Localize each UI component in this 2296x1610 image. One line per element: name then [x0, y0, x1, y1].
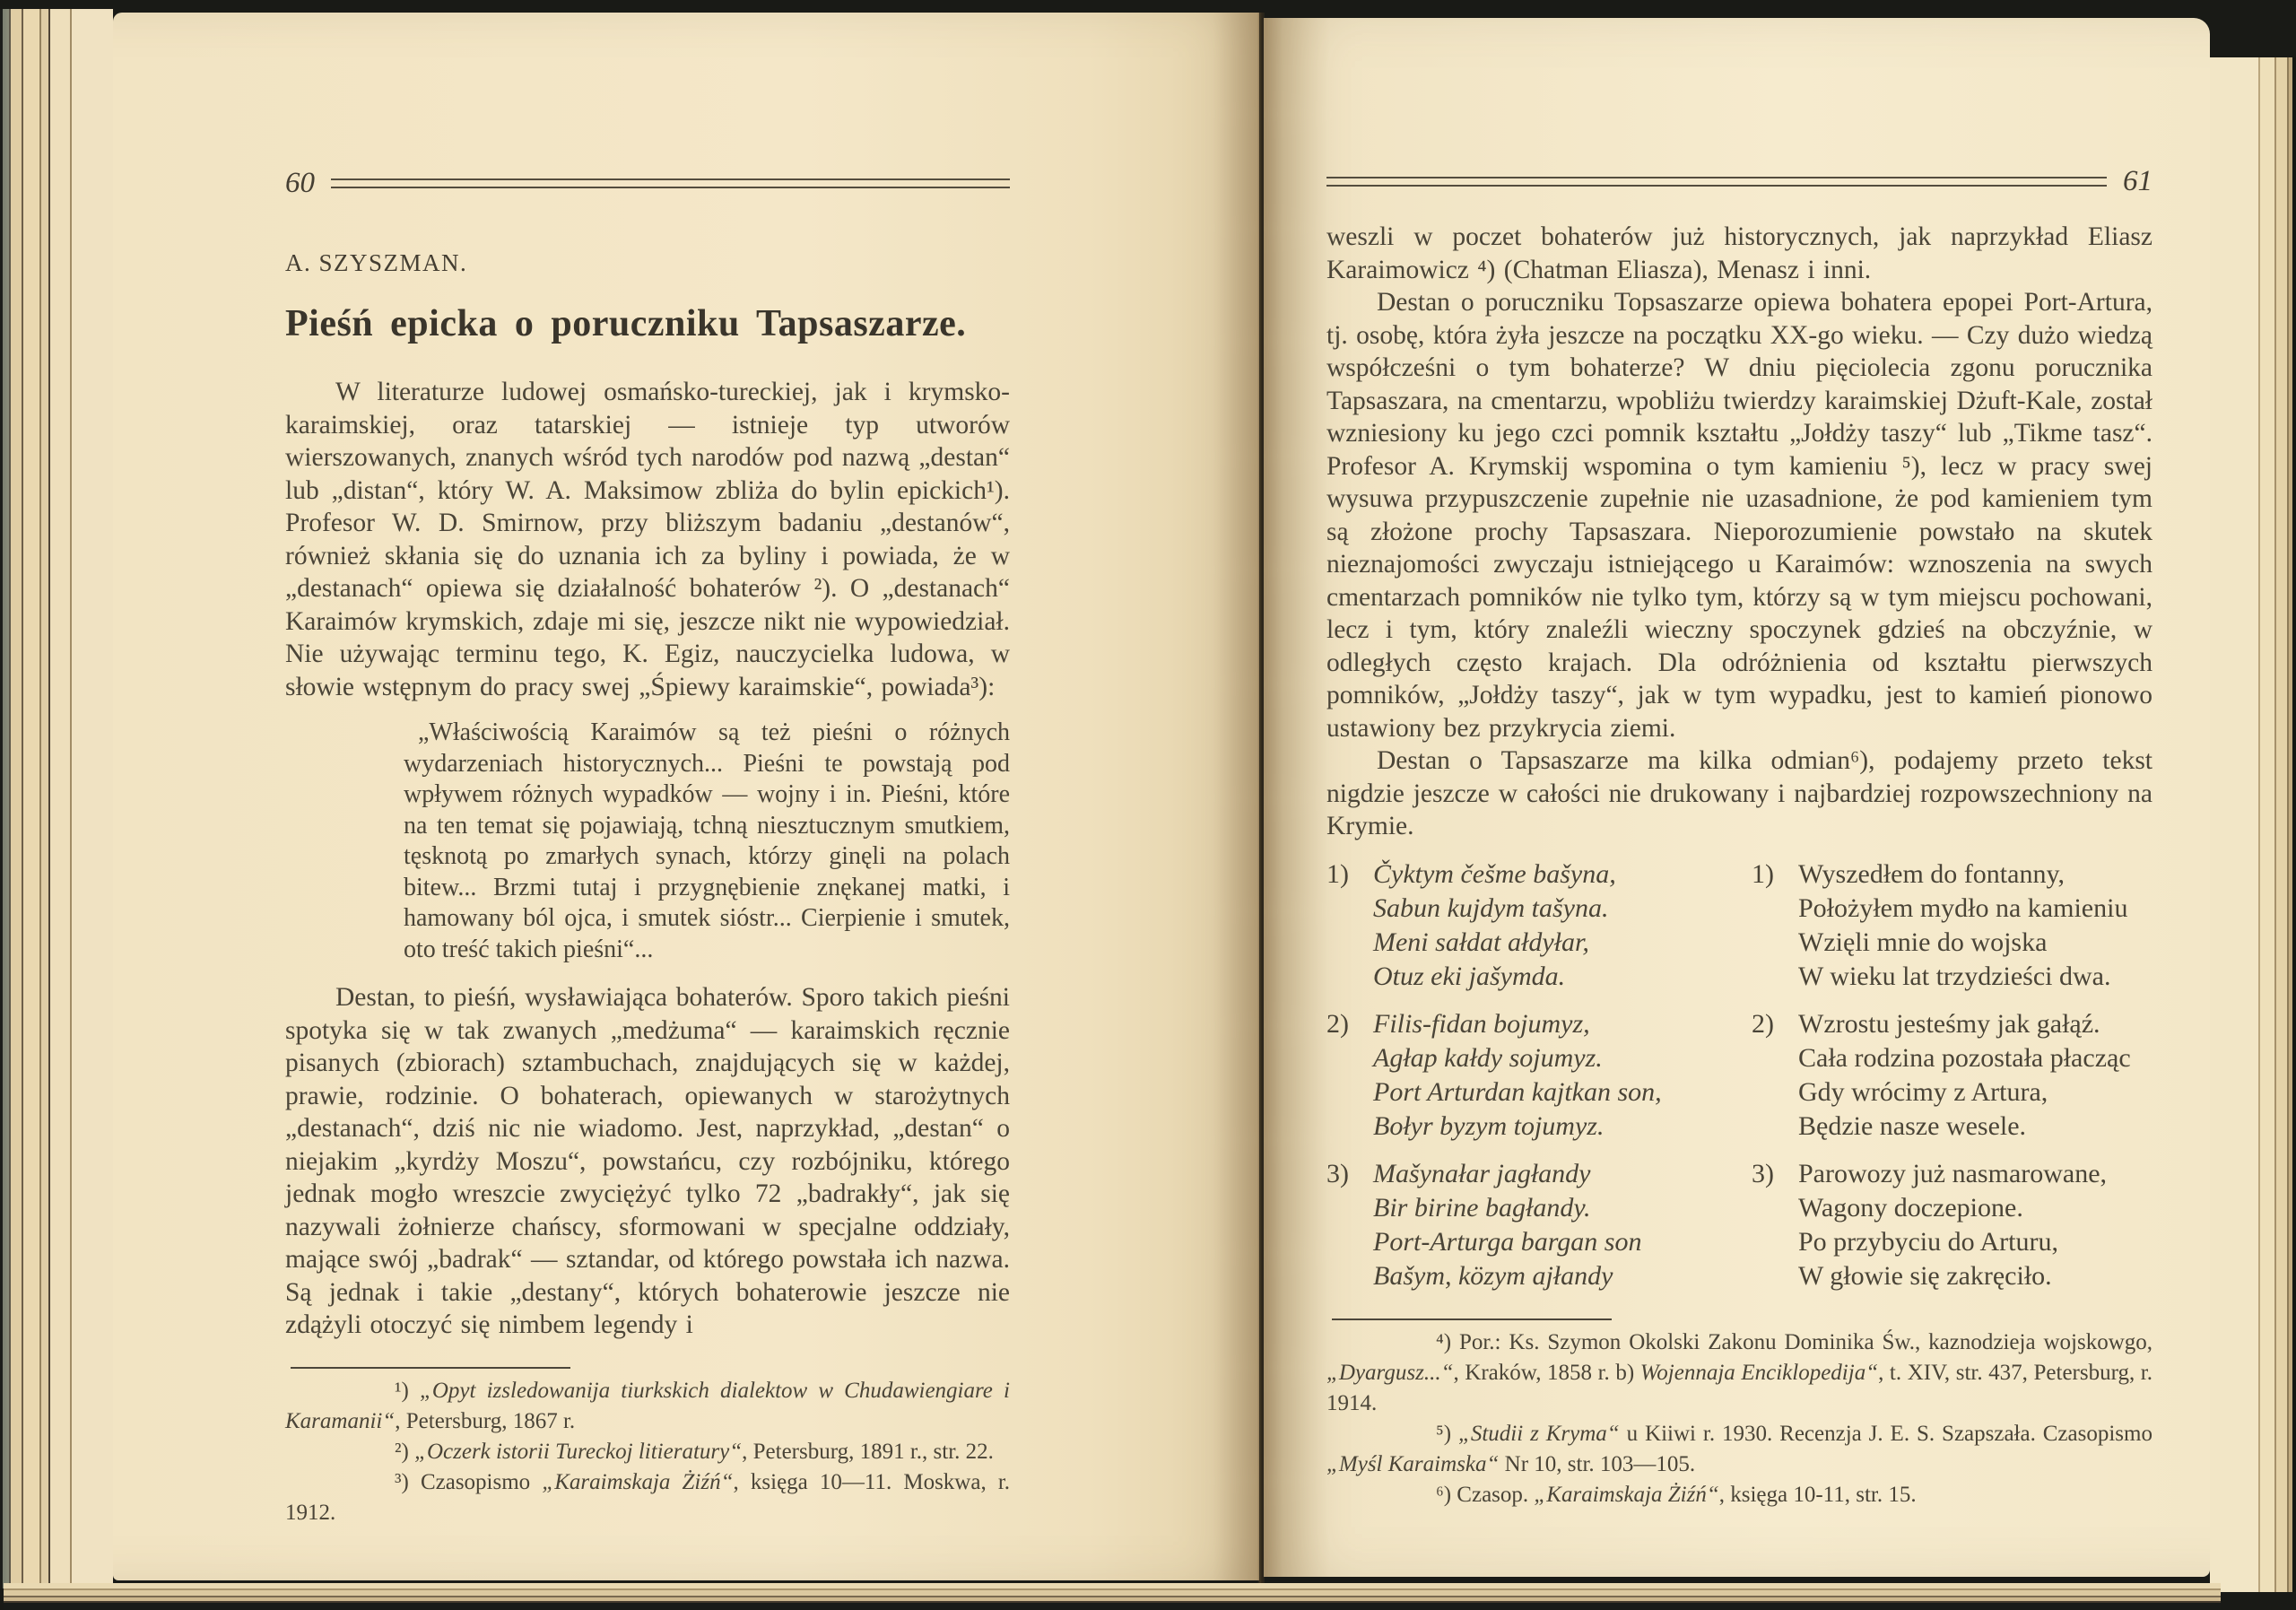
footnote-separator: [291, 1367, 570, 1369]
stanza-translation: [1752, 857, 2152, 994]
stanza-row: [1326, 1157, 2152, 1293]
footnote-cited-title: Wojennaja Enciklopedija“: [1639, 1360, 1879, 1385]
verse-line: Cała rodzina pozostała płacząc: [1798, 1042, 2131, 1073]
verse-line: Po przybyciu do Arturu,: [1798, 1226, 2058, 1257]
footnote-text: Czasop.: [1457, 1482, 1535, 1507]
footnote-text: , Kraków, 1858 r. b): [1453, 1360, 1640, 1385]
footnote: [285, 1376, 1010, 1437]
stanza-original: [1326, 857, 1752, 994]
paragraph: Destan o poruczniku Topsaszarze opiewa bohatera epopei Port-Artura, tj. osobę, która żyła jeszcze na początku XX-go wieku. — Czy dużo wiedzą współcześni o tym bohaterze? W dniu pięciolecia zgonu porucznika Tapsaszara, na cmentarzu, wpobliżu twierdzy karaimskiej Dżuft-Kale, został wzniesiony ku jego czci pomnik kształtu „Jołdży taszy“ lub „Tikme tasz“. Profesor A. Krymskij wspomina o tym kamieniu ⁵), lecz w pracy swej wysuwa przypuszczenie zupełnie nie uzasadnione, że pod kamieniem tym są złożone prochy Tapsaszara. Nieporozumienie powstało na skutek nieznajomości zwyczaju istniejącego u Karaimów: wznoszenia na swych cmentarzach pomników nie tylko tym, którzy są w tym miejscu pochowani, lecz i tym, który znaleźli wieczny spoczynek gdzieś na obczyźnie, w odległych często krajach. Dla odróżnienia od kształtu pierwszych pomników, „Jołdży taszy“, jak w tym wypadku, jest to kamień pionowo ustawiony bez przykrycia ziemi.: [1326, 288, 2152, 743]
stanza-lines: [1798, 857, 2152, 994]
footnote-cited-title: „Studii z Kryma“: [1457, 1421, 1620, 1446]
stanza-number: 3): [1752, 1158, 1774, 1188]
verse-line: Bir birine bagłandy.: [1373, 1192, 1591, 1223]
right-page-header: [1326, 161, 2152, 201]
paragraph: W literaturze ludowej osmańsko-tureckiej, jak i krymsko-karaimskiej, oraz tatarskiej — istnieje typ utworów wierszowanych, znanych wśród tych narodów pod nazwą „destan“ lub „distan“, który W. A. Maksimow zbliża do bylin epickich¹). Profesor W. D. Smirnow, przy bliższym badaniu „destanów“, również skłania się do uznania ich za byliny i powiada, że w „destanach“ opiewa się działalność bohaterów ²). O „destanach“ Karaimów krymskich, zdaje mi się, jeszcze nikt nie wypowiedział. Nie używając terminu tego, K. Egiz, nauczycielka ludowa, w słowie wstępnym do pracy swej „Śpiewy karaimskie“, powiada³):: [285, 378, 1010, 701]
stanza-lines: [1373, 1007, 1752, 1144]
verse-line: Wzrostu jesteśmy jak gałąź.: [1798, 1008, 2100, 1039]
verse-line: Będzie nasze wesele.: [1798, 1110, 2027, 1141]
footnotes: [1326, 1327, 2152, 1510]
left-page-number: 60: [285, 166, 315, 199]
stanza-number: 1): [1326, 858, 1349, 889]
stanza-original: [1326, 1007, 1752, 1144]
footnote-cited-title: „Dyargusz...“: [1326, 1360, 1454, 1385]
stanza-number: 2): [1752, 1008, 1774, 1039]
verse-line: Gdy wrócimy z Artura,: [1798, 1076, 2048, 1107]
author-name: A. SZYSZMAN.: [285, 249, 468, 276]
stanza-row: [1326, 1007, 2152, 1144]
left-page-header: [285, 163, 1010, 203]
footnote-text: , księga 10-11, str. 15.: [1718, 1482, 1917, 1507]
left-page-content: [285, 163, 1010, 1528]
stanza-lines: [1798, 1157, 2152, 1293]
verse-line: Mašynałar jagłandy: [1373, 1158, 1591, 1188]
footnote-marker: ²): [395, 1439, 415, 1464]
stanza-translation: [1752, 1007, 2152, 1144]
footnote: [1326, 1480, 2152, 1510]
footnote-text: Nr 10, str. 103—105.: [1499, 1451, 1696, 1476]
footnote-cited-title: „Karaimskaja Żiźń“: [1534, 1482, 1719, 1507]
left-page: [113, 13, 1259, 1580]
paragraph: Destan o Tapsaszarze ma kilka odmian⁶), podajemy przeto tekst nigdzie jeszcze w całości nie drukowany i najbardziej rozpowszechniony na Krymie.: [1326, 746, 2152, 840]
header-rule: [1326, 177, 2107, 187]
verse-line: Wzięli mnie do wojska: [1798, 927, 2048, 957]
footnote-text: Por.: Ks. Szymon Okolski Zakonu Dominika Św., kaznodzieja wojskowgo,: [1458, 1329, 2152, 1354]
footnote-marker: ³): [395, 1469, 421, 1494]
verse-line: Čyktym češme bašyna,: [1373, 858, 1616, 889]
verse-line: Agłap kałdy sojumyz.: [1373, 1042, 1603, 1073]
article-title: Pieśń epicka o poruczniku Tapsaszarze.: [285, 303, 967, 344]
verse-line: Wyszedłem do fontanny,: [1798, 858, 2065, 889]
stanza-lines: [1798, 1007, 2152, 1144]
footnote: [1326, 1327, 2152, 1419]
verse-line: Wagony doczepione.: [1798, 1192, 2023, 1223]
stanza-original: [1326, 1157, 1752, 1293]
verse-line: Parowozy już nasmarowane,: [1798, 1158, 2108, 1188]
footnote: [1326, 1419, 2152, 1480]
footnotes: [285, 1376, 1010, 1528]
page-stack-bottom-edge: [4, 1583, 2221, 1610]
verse-line: W wieku lat trzydzieści dwa.: [1798, 961, 2111, 991]
verse-line: Otuz eki jašymda.: [1373, 961, 1566, 991]
verse-block: [1326, 857, 2152, 1293]
footnote-separator: [1332, 1318, 1612, 1320]
verse-line: Meni sałdat ałdyłar,: [1373, 927, 1589, 957]
verse-line: Port Arturdan kajtkan son,: [1373, 1076, 1662, 1107]
footnote-text: u Kiiwi r. 1930. Recenzja J. E. S. Szapszała. Czasopismo: [1619, 1421, 2152, 1446]
footnote-text: Czasopismo: [420, 1469, 543, 1494]
right-page: [1264, 18, 2210, 1577]
stanza-lines: [1373, 1157, 1752, 1293]
footnote: [285, 1467, 1010, 1528]
right-page-content: [1326, 161, 2152, 1510]
stanza-translation: [1752, 1157, 2152, 1293]
footnote-cited-title: „Opyt izsledowanija tiurkskich dialektow w Chudawiengiare i Karamanii“: [285, 1378, 1010, 1433]
stanza-number: 2): [1326, 1008, 1349, 1039]
quote-block: „Właściwością Karaimów są też pieśni o różnych wydarzeniach historycznych... Pieśni te powstają pod wpływem różnych wypadków — wojny i in. Pieśni, które na ten temat się pojawiają, tchną niesztucznym smutkiem, tęsknotą po zmarłych synach, którzy ginęli na polach bitew... Brzmi tutaj i przygnębienie znękanej matki, i hamowany ból ojca, i smutek sióstr... Cierpienie i smutek, oto treść takich pieśni“...: [404, 718, 1010, 963]
paragraph: Destan, to pieśń, wysławiająca bohaterów. Sporo takich pieśni spotyka się w tak zwanych „medżuma“ — karaimskich ręcznie pisanych (zbiorach) sztambuchach, znajdujących się w każdej, prawie, rodzinie. O bohaterach, opiewanych w starożytnych „destanach“, dziś nic nie wiadomo. Jest, naprzykład, „destan“ o niejakim „kyrdży Moszu“, powstańcu, czy rozbójniku, którego jednak mogło wreszcie zwyciężyć tylko 72 „badrakły“, jak się nazywali żołnierze chańscy, sformowani w specjalne oddziały, mające swój „badrak“ — sztandar, od którego powstała ich nazwa. Są jednak i takie „destany“, których bohaterowie jeszcze nie zdążyli otoczyć się nimbem legendy i: [285, 983, 1010, 1340]
footnote-marker: ⁵): [1436, 1421, 1458, 1446]
verse-line: Filis-fidan bojumyz,: [1373, 1008, 1590, 1039]
footnote-marker: ⁴): [1436, 1329, 1459, 1354]
footnote-text: , Petersburg, 1867 r.: [395, 1408, 576, 1433]
paragraph: weszli w poczet bohaterów już historycznych, jak naprzykład Eliasz Karaimowicz ⁴) (Chatman Eliasza), Menasz i inni.: [1326, 222, 2152, 284]
verse-line: Bašym, közym ajłandy: [1373, 1260, 1613, 1291]
stanza-number: 3): [1326, 1158, 1349, 1188]
stanza-lines: [1373, 857, 1752, 994]
verse-line: Bołyr byzym tojumyz.: [1373, 1110, 1605, 1141]
verse-line: Sabun kujdym tašyna.: [1373, 892, 1609, 923]
header-rule: [331, 178, 1010, 188]
right-page-number: 61: [2123, 164, 2152, 197]
footnote-text: , t. XIV, str. 437, Petersburg, r. 1914.: [1326, 1360, 2152, 1415]
footnote-cited-title: „Myśl Karaimska“: [1326, 1451, 1500, 1476]
verse-line: Port-Arturga bargan son: [1373, 1226, 1642, 1257]
verse-line: W głowie się zakręciło.: [1798, 1260, 2052, 1291]
page-stack-left-edge: [0, 9, 113, 1588]
stanza-row: [1326, 857, 2152, 994]
footnote-text: , księga 10—11. Moskwa, r. 1912.: [285, 1469, 1011, 1525]
footnote: [285, 1437, 1010, 1467]
footnote-cited-title: „Karaimskaja Żiźń“: [542, 1469, 734, 1494]
footnote-cited-title: „Oczerk istorii Tureckoj litieratury“: [414, 1439, 743, 1464]
footnote-marker: ⁶): [1436, 1482, 1457, 1507]
verse-line: Położyłem mydło na kamieniu: [1798, 892, 2128, 923]
footnote-marker: ¹): [395, 1378, 420, 1403]
page-stack-right-edge: [2210, 57, 2296, 1592]
footnote-text: , Petersburg, 1891 r., str. 22.: [742, 1439, 994, 1464]
stanza-number: 1): [1752, 858, 1774, 889]
